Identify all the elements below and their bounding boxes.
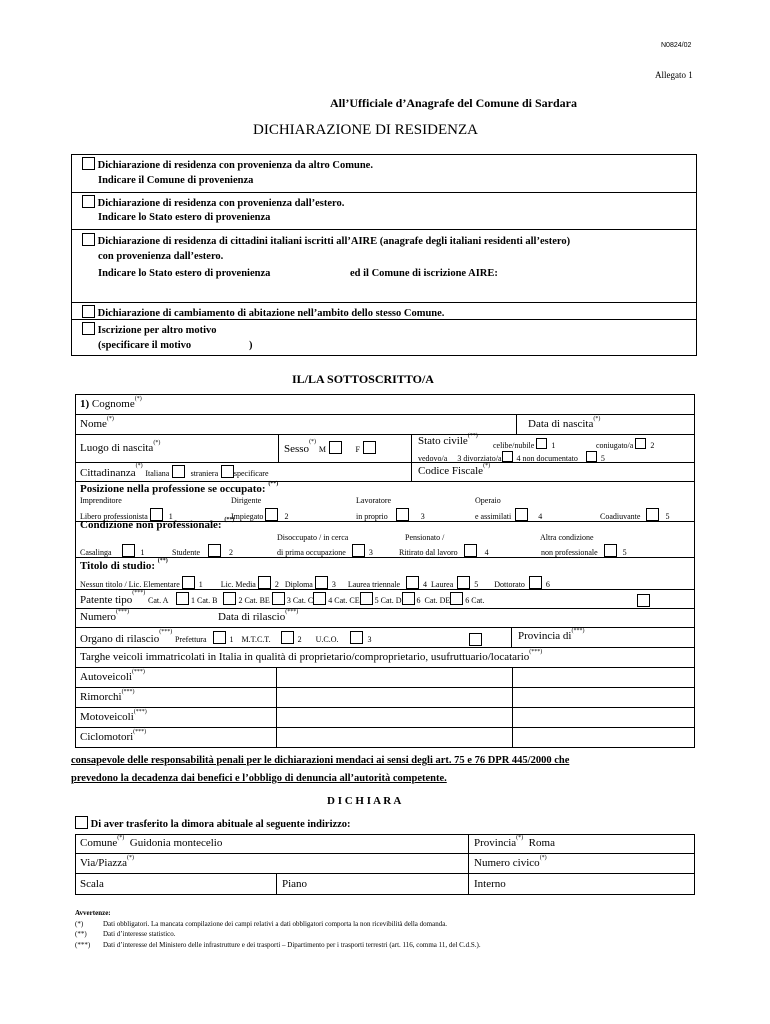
option-altro-comune[interactable]: Dichiarazione di residenza con provenienza da altro Comune. xyxy=(82,157,373,171)
cond-pensionato: Pensionato / xyxy=(405,533,445,542)
studio-options: Nessun titolo / Lic. Elementare 1 Lic. Media 2 Diploma 3 Laurea triennale 4 Laurea 5 Dottorato 6 xyxy=(80,576,550,589)
data-nascita-field[interactable]: Data di nascita(*) xyxy=(528,416,601,430)
option-estero-note: Indicare lo Stato estero di provenienza xyxy=(98,212,271,223)
prof-impiegato: Impiegato 2 xyxy=(231,508,288,521)
checkbox[interactable] xyxy=(350,631,363,644)
checkbox[interactable] xyxy=(223,592,236,605)
checkbox[interactable] xyxy=(457,576,470,589)
patente-row: Patente tipo(***) Cat. A 1 Cat. B 2 Cat. BE 3 Cat. C 4 Cat. CE 5 Cat. D 6 Cat. DE 6 Cat. xyxy=(80,590,485,606)
notes-title: Avvertenze: xyxy=(75,909,111,917)
checkbox[interactable] xyxy=(265,508,278,521)
checkbox[interactable] xyxy=(122,544,135,557)
checkbox[interactable] xyxy=(536,438,547,449)
piano-field[interactable]: Piano xyxy=(282,878,308,890)
note-1: Dati obbligatori. La mancata compilazione dei campi relativi a dati obbligatori comporta la non ricevibilità della domanda. xyxy=(103,920,448,928)
option-aire-line2: con provenienza dall’estero. xyxy=(98,251,224,262)
prof-operaio: Operaio xyxy=(475,496,501,505)
checkbox[interactable] xyxy=(586,451,597,462)
option-cambio-abitazione[interactable]: Dichiarazione di cambiamento di abitazione nell’ambito dello stesso Comune. xyxy=(82,305,444,319)
luogo-nascita-field[interactable]: Luogo di nascita(*) xyxy=(80,440,161,454)
checkbox[interactable] xyxy=(315,576,328,589)
option-estero[interactable]: Dichiarazione di residenza con provenienza dall’estero. xyxy=(82,195,344,209)
stato-civile-label: Stato civile(**) xyxy=(418,433,478,447)
cond-non-prof: non professionale 5 xyxy=(541,544,627,557)
cond-disoccupato: Disoccupato / in cerca xyxy=(277,533,349,542)
comune-field[interactable]: Comune(*) Guidonia montecelio xyxy=(80,835,223,849)
addressee: All’Ufficiale d’Anagrafe del Comune di Sardara xyxy=(330,96,577,110)
option-aire-line3b: ed il Comune di iscrizione AIRE: xyxy=(350,268,498,279)
condizione-title: Condizione non professionale: (**) xyxy=(80,517,235,531)
checkbox[interactable] xyxy=(82,157,95,170)
option-altro-comune-note: Indicare il Comune di provenienza xyxy=(98,175,254,186)
cond-ritirato: Ritirato dal lavoro 4 xyxy=(399,544,489,557)
checkbox[interactable] xyxy=(208,544,221,557)
provincia-field[interactable]: Provincia(*) Roma xyxy=(474,835,555,849)
stato-vedovo: vedovo/a 3 divorziato/a 4 non documentato 5 xyxy=(418,451,605,463)
section-subtitle: IL/LA SOTTOSCRITTO/A xyxy=(292,372,434,386)
data-rilascio-field[interactable]: Data di rilascio(***) xyxy=(218,609,299,623)
prof-coadiuvante: Coadiuvante 5 xyxy=(600,508,669,521)
checkbox[interactable] xyxy=(258,576,271,589)
prof-assimilati: e assimilati 4 xyxy=(475,508,542,521)
option-aire-line3a: Indicare lo Stato estero di provenienza xyxy=(98,268,271,279)
prof-imprenditore: Imprenditore xyxy=(80,496,122,505)
checkbox[interactable] xyxy=(406,576,419,589)
cond-studente: Studente 2 xyxy=(172,544,233,557)
note-1-key: (*) xyxy=(75,920,84,928)
checkbox[interactable] xyxy=(529,576,542,589)
checkbox[interactable] xyxy=(213,631,226,644)
checkbox[interactable] xyxy=(182,576,195,589)
option-altro-motivo-close: ) xyxy=(249,340,253,351)
checkbox[interactable] xyxy=(402,592,415,605)
note-3: Dati d’interesse del Ministero delle infrastrutture e dei trasporti – Dipartimento per i trasporti terrestri (art. 116, comma 11, del C.d.S.). xyxy=(103,941,481,949)
organo-extra-checkbox[interactable] xyxy=(469,633,482,646)
note-2-key: (**) xyxy=(75,930,87,938)
stato-coniugato: coniugato/a 2 xyxy=(596,438,654,450)
cond-casalinga: Casalinga 1 xyxy=(80,544,145,557)
prof-in-proprio: in proprio 3 xyxy=(356,508,425,521)
dichiara-heading: D I C H I A R A xyxy=(327,795,402,807)
civico-field[interactable]: Numero civico(*) xyxy=(474,855,547,869)
note-2: Dati d’interesse statistico. xyxy=(103,930,176,938)
cittadinanza-field: Cittadinanza(*) Italiana straniera specificare xyxy=(80,463,269,479)
note-3-key: (***) xyxy=(75,941,91,949)
checkbox[interactable] xyxy=(221,465,234,478)
prof-libero: Libero professionista 1 xyxy=(80,508,173,521)
option-altro-motivo[interactable]: Iscrizione per altro motivo xyxy=(82,322,217,336)
checkbox[interactable] xyxy=(635,438,646,449)
organo-rilascio-row: Organo di rilascio(***) Prefettura 1 M.T.C.T. 2 U.C.O. 3 xyxy=(80,629,372,645)
checkbox[interactable] xyxy=(450,592,463,605)
via-field[interactable]: Via/Piazza(*) xyxy=(80,855,134,869)
sesso-m-checkbox[interactable] xyxy=(329,441,342,454)
allegato-label: Allegato 1 xyxy=(655,70,693,80)
autoveicoli-field[interactable]: Autoveicoli(***) xyxy=(80,669,145,683)
stato-celibe: celibe/nubile 1 xyxy=(493,438,555,450)
motoveicoli-field[interactable]: Motoveicoli(***) xyxy=(80,709,147,723)
professione-title: Posizione nella professione se occupato: (**) xyxy=(80,481,279,495)
checkbox[interactable] xyxy=(82,195,95,208)
prof-lavoratore: Lavoratore xyxy=(356,496,392,505)
checkbox[interactable] xyxy=(360,592,373,605)
prof-dirigente: Dirigente xyxy=(231,496,262,505)
checkbox[interactable] xyxy=(464,544,477,557)
checkbox[interactable] xyxy=(82,322,95,335)
checkbox[interactable] xyxy=(352,544,365,557)
cond-altra: Altra condizione xyxy=(540,533,594,542)
checkbox[interactable] xyxy=(281,631,294,644)
targhe-label: Targhe veicoli immatricolati in Italia in qualità di proprietario/comproprietario, usufruttuario/locatario(***) xyxy=(80,649,543,663)
checkbox[interactable] xyxy=(313,592,326,605)
consapevole-line1: consapevole delle responsabilità penali per le dichiarazioni mendaci ai sensi degli art. 75 e 76 DPR 445/2000 che xyxy=(71,755,570,766)
checkbox[interactable] xyxy=(172,465,185,478)
checkbox[interactable] xyxy=(82,305,95,318)
sesso-f-checkbox[interactable] xyxy=(363,441,376,454)
checkbox[interactable] xyxy=(272,592,285,605)
checkbox[interactable] xyxy=(646,508,659,521)
checkbox[interactable] xyxy=(82,233,95,246)
trasferito-option[interactable]: Di aver trasferito la dimora abituale al seguente indirizzo: xyxy=(75,816,351,830)
scala-field[interactable]: Scala xyxy=(80,878,104,890)
sesso-field: Sesso(*) M F xyxy=(284,441,376,455)
checkbox[interactable] xyxy=(515,508,528,521)
checkbox[interactable] xyxy=(604,544,617,557)
checkbox[interactable] xyxy=(396,508,409,521)
ciclomotori-field[interactable]: Ciclomotori(***) xyxy=(80,729,147,743)
interno-field[interactable]: Interno xyxy=(474,878,506,890)
rimorchi-field[interactable]: Rimorchi(***) xyxy=(80,689,135,703)
option-altro-motivo-note: (specificare il motivo xyxy=(98,340,192,351)
checkbox[interactable] xyxy=(502,451,513,462)
codice-fiscale-field[interactable]: Codice Fiscale(*) xyxy=(418,463,491,477)
cognome-field[interactable]: 1) Cognome(*) xyxy=(80,396,142,410)
document-code: N0824/02 xyxy=(661,42,692,49)
cond-prima-occ: di prima occupazione 3 xyxy=(277,544,373,557)
option-aire[interactable]: Dichiarazione di residenza di cittadini italiani iscritti all’AIRE (anagrafe degli italiani residenti all’estero) xyxy=(82,233,570,247)
studio-title: Titolo di studio: (**) xyxy=(80,558,168,572)
checkbox[interactable] xyxy=(176,592,189,605)
provincia-rilascio-field[interactable]: Provincia di(***) xyxy=(518,628,585,642)
consapevole-line2: prevedono la decadenza dai benefici e l’obbligo di denuncia all’autorità competente. xyxy=(71,773,447,784)
nome-field[interactable]: Nome(*) xyxy=(80,416,114,430)
numero-patente-field[interactable]: Numero(***) xyxy=(80,609,130,623)
page-title: DICHIARAZIONE DI RESIDENZA xyxy=(253,122,478,138)
checkbox[interactable] xyxy=(75,816,88,829)
patente-extra-checkbox[interactable] xyxy=(637,594,650,607)
